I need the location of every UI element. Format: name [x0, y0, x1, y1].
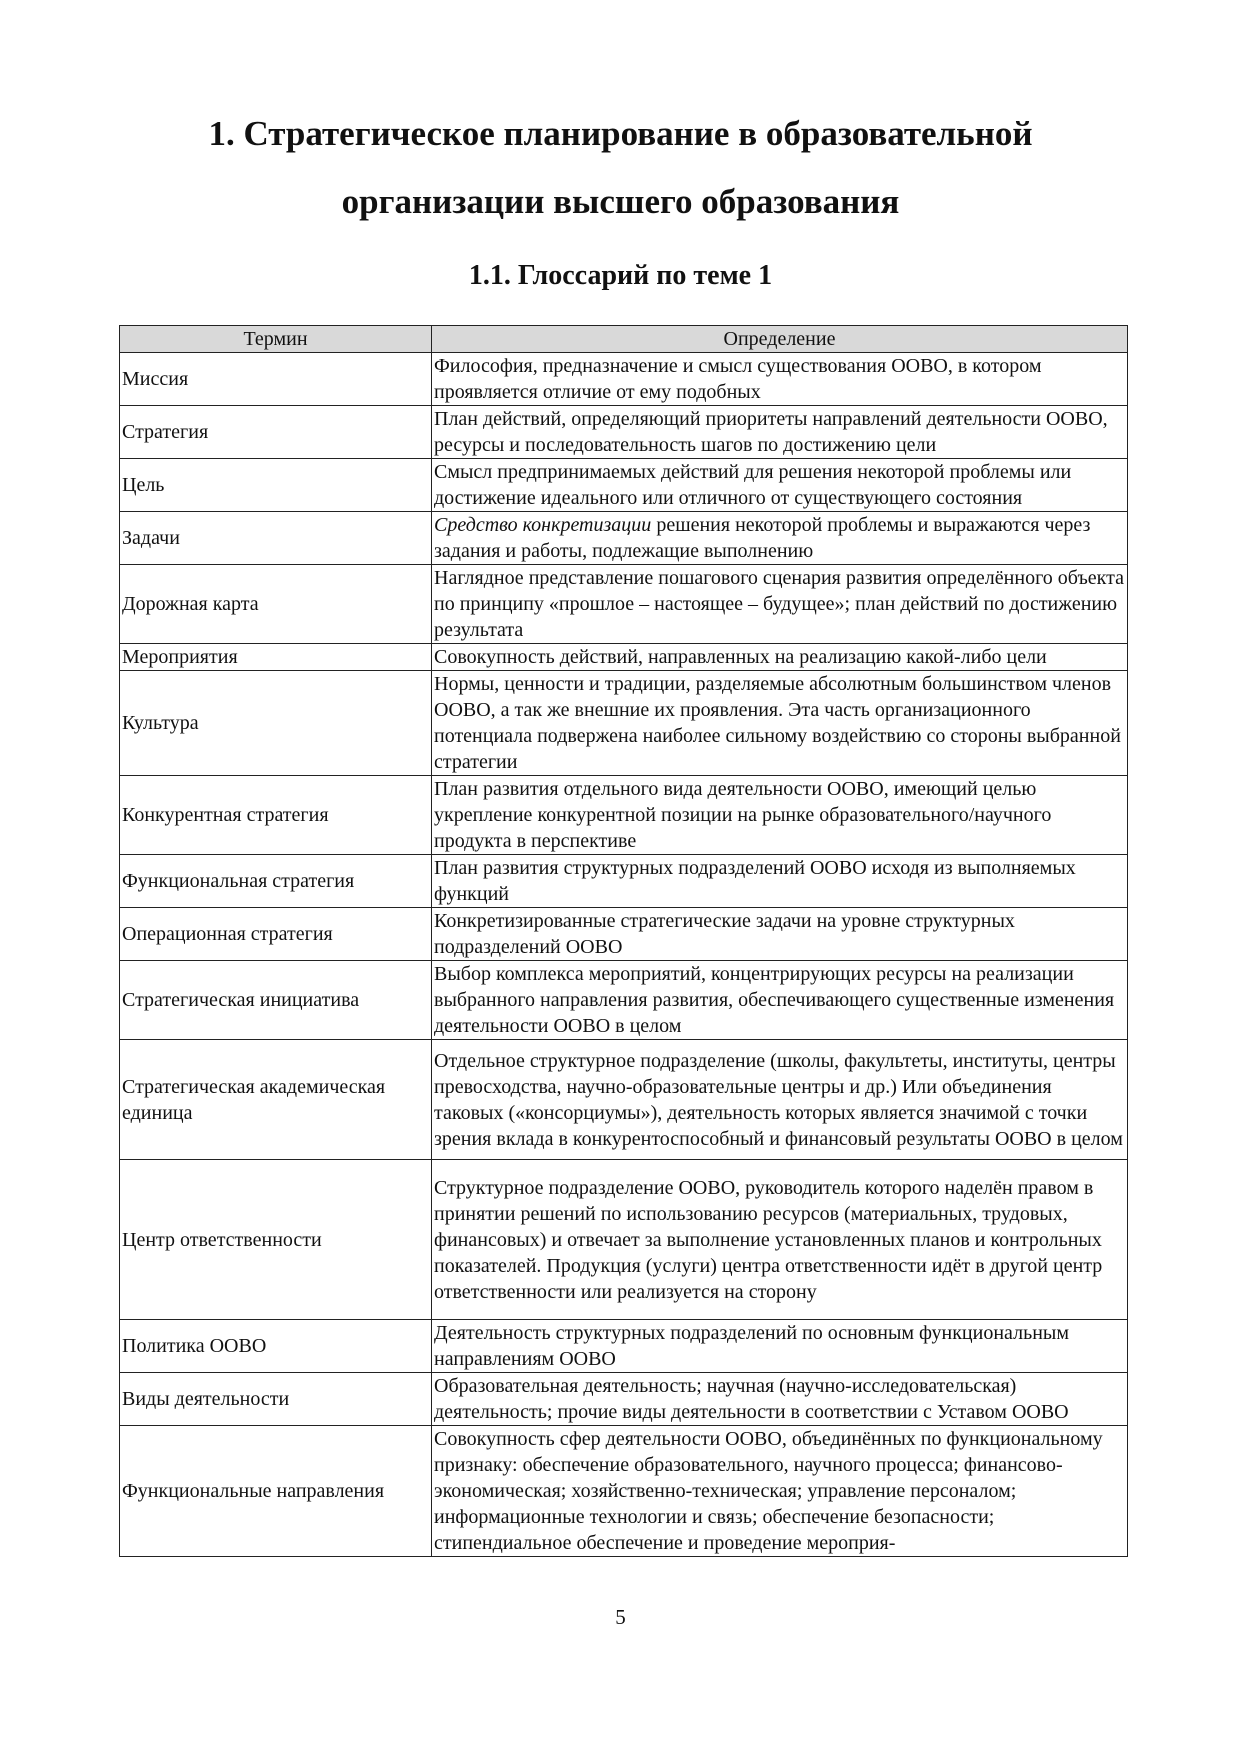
table-row — [120, 1426, 1128, 1557]
table-row — [120, 855, 1128, 908]
definition-cell: План развития отдельного вида деятельности ООВО, имеющий целью укрепление конкурентной позиции на рынке образовательного/научного продукта в перспективе — [432, 776, 1128, 855]
term-cell: Виды деятельности — [120, 1373, 432, 1426]
chapter-title: 1. Стратегическое планирование в образовательной организации высшего образования — [208, 114, 1033, 221]
term-cell: Стратегия — [120, 406, 432, 459]
table-row — [120, 459, 1128, 512]
term-cell: Миссия — [120, 353, 432, 406]
table-row — [120, 644, 1128, 671]
term-cell: Мероприятия — [120, 644, 432, 671]
definition-cell: Отдельное структурное подразделение (школы, факультеты, институты, центры превосходства, научно-образовательные центры и др.) Или объединения таковых («консорциумы»), деятельность которых является значимой с точки зрения вклада в конкурентоспособный и финансовый результаты ООВО в целом — [432, 1040, 1128, 1160]
definition-cell: Выбор комплекса мероприятий, концентрирующих ресурсы на реализации выбранного направления развития, обеспечивающего существенные изменения деятельности ООВО в целом — [432, 961, 1128, 1040]
term-cell: Операционная стратегия — [120, 908, 432, 961]
definition-cell: Совокупность действий, направленных на реализацию какой-либо цели — [432, 644, 1128, 671]
definition-cell: План развития структурных подразделений ООВО исходя из выполняемых функций — [432, 855, 1128, 908]
table-row — [120, 1160, 1128, 1320]
table-row — [120, 1373, 1128, 1426]
term-cell: Дорожная карта — [120, 565, 432, 644]
definition-cell: Философия, предназначение и смысл существования ООВО, в котором проявляется отличие от ему подобных — [432, 353, 1128, 406]
glossary-table — [119, 325, 1128, 1557]
header-definition: Определение — [432, 326, 1128, 353]
definition-cell: Смысл предпринимаемых действий для решения некоторой проблемы или достижение идеального или отличного от существующего состояния — [432, 459, 1128, 512]
table-row — [120, 565, 1128, 644]
table-row — [120, 512, 1128, 565]
table-row — [120, 908, 1128, 961]
definition-cell: Нормы, ценности и традиции, разделяемые абсолютным большинством членов ООВО, а так же внешние их проявления. Эта часть организационного потенциала подвержена наиболее сильному воздействию со стороны выбранной стратегии — [432, 671, 1128, 776]
definition-cell: Деятельность структурных подразделений по основным функциональным направлениям ООВО — [432, 1320, 1128, 1373]
term-cell: Функциональная стратегия — [120, 855, 432, 908]
term-cell: Задачи — [120, 512, 432, 565]
definition-cell: Образовательная деятельность; научная (научно-исследовательская) деятельность; прочие виды деятельности в соответствии с Уставом ООВО — [432, 1373, 1128, 1426]
definition-cell: План действий, определяющий приоритеты направлений деятельности ООВО, ресурсы и последовательность шагов по достижению цели — [432, 406, 1128, 459]
definition-cell: Конкретизированные стратегические задачи на уровне структурных подразделений ООВО — [432, 908, 1128, 961]
term-cell: Культура — [120, 671, 432, 776]
table-row — [120, 1040, 1128, 1160]
definition-text: решения некоторой проблемы и выражаются через задания и работы, подлежащие выполнению — [434, 514, 1091, 562]
table-row — [120, 671, 1128, 776]
header-term: Термин — [120, 326, 432, 353]
term-cell: Центр ответственности — [120, 1160, 432, 1320]
table-row — [120, 353, 1128, 406]
term-cell: Стратегическая инициатива — [120, 961, 432, 1040]
definition-cell: Структурное подразделение ООВО, руководитель которого наделён правом в принятии решений по использованию ресурсов (материальных, трудовых, финансовых) и отвечает за выполнение установленных планов и контрольных показателей. Продукция (услуги) центра ответственности идёт в другой центр ответственности или реализуется на сторону — [432, 1160, 1128, 1320]
definition-cell: Наглядное представление пошагового сценария развития определённого объекта по принципу «прошлое – настоящее – будущее»; план действий по достижению результата — [432, 565, 1128, 644]
page-number: 5 — [615, 1605, 626, 1629]
term-cell: Конкурентная стратегия — [120, 776, 432, 855]
definition-italic: Средство конкретизации — [434, 514, 652, 536]
term-cell: Функциональные направления — [120, 1426, 432, 1557]
definition-cell — [432, 512, 1128, 565]
table-row — [120, 406, 1128, 459]
table-row — [120, 961, 1128, 1040]
definition-cell: Совокупность сфер деятельности ООВО, объединённых по функциональному признаку: обеспечение образовательного, научного процесса; финансово-экономическая; хозяйственно-техническая; управление персоналом; информационные технологии и связь; обеспечение безопасности; стипендиальное обеспечение и проведение мероприя- — [432, 1426, 1128, 1557]
term-cell: Политика ООВО — [120, 1320, 432, 1373]
table-row — [120, 776, 1128, 855]
term-cell: Стратегическая академическая единица — [120, 1040, 432, 1160]
table-row — [120, 1320, 1128, 1373]
table-header-row — [120, 326, 1128, 353]
term-cell: Цель — [120, 459, 432, 512]
section-title: 1.1. Глоссарий по теме 1 — [468, 260, 773, 291]
